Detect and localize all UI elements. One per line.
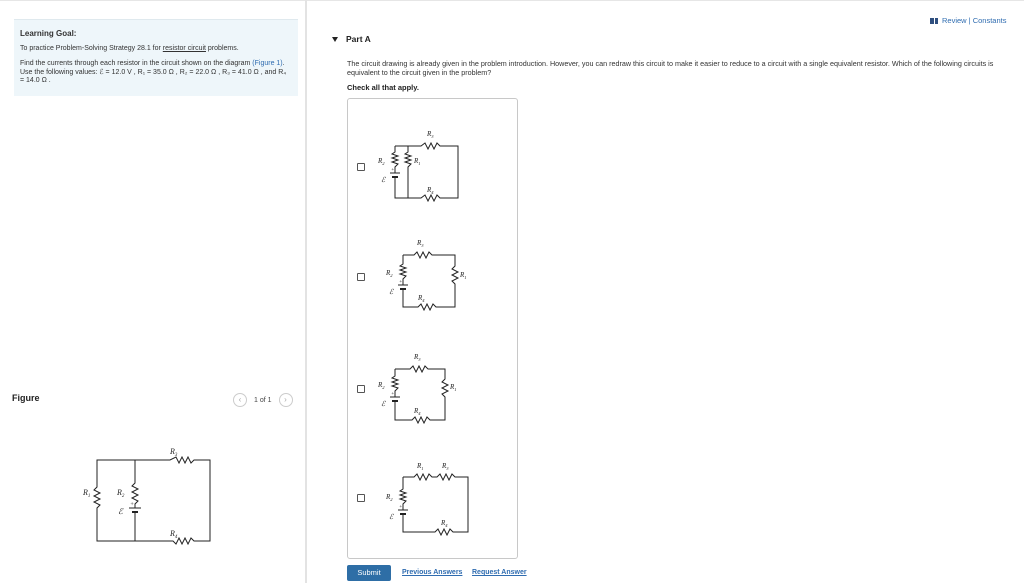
previous-answers-link[interactable]: Previous Answers bbox=[402, 569, 463, 576]
opt3-r3-label: $R_3$ bbox=[414, 353, 421, 362]
figure-page-count: 1 of 1 bbox=[254, 396, 272, 404]
opt3-plus-label: + bbox=[391, 392, 395, 397]
learning-goal-instructions bbox=[20, 60, 292, 86]
fig-emf-label: ℰ bbox=[118, 507, 123, 516]
opt1-r4-label: $R_4$ bbox=[427, 186, 434, 195]
values-text: . Use the following values: ℰ = 12.0 V , R₁ = 35.0 Ω , R₂ = 22.0 Ω , R₃ = 41.0 Ω , and R₄ = 14.0 Ω . bbox=[20, 60, 287, 85]
learning-goal-box bbox=[14, 19, 298, 96]
review-icon bbox=[930, 18, 938, 24]
opt2-r2-label: $R_2$ bbox=[386, 269, 393, 278]
left-pane bbox=[0, 0, 305, 583]
option-3-circuit bbox=[348, 341, 517, 451]
opt2-r3-label: $R_3$ bbox=[417, 239, 424, 248]
review-constants-text[interactable]: Review | Constants bbox=[942, 16, 1007, 25]
fig-r4-label: $R_4$ bbox=[170, 529, 178, 540]
option-3[interactable] bbox=[348, 341, 517, 451]
option-4[interactable] bbox=[348, 451, 517, 558]
opt4-plus-label: + bbox=[399, 505, 403, 510]
opt3-r2-label: $R_2$ bbox=[378, 381, 385, 390]
review-constants-link[interactable] bbox=[930, 16, 1006, 25]
fig-plus-label: + bbox=[130, 502, 135, 508]
part-title: Part A bbox=[346, 34, 371, 44]
opt1-plus-label: + bbox=[391, 168, 395, 173]
opt4-r1-label: $R_1$ bbox=[417, 462, 424, 471]
instructions-text: Find the currents through each resistor in the circuit shown on the diagram bbox=[20, 60, 251, 67]
next-figure-button[interactable]: › bbox=[279, 393, 293, 407]
opt1-r3-label: $R_3$ bbox=[427, 130, 434, 139]
question-text: The circuit drawing is already given in the problem introduction. However, you can redraw this circuit to make it easier to reduce to a circuit with a single equivalent resistor. Which of the following circuits is equivalent to the circuit given in the problem? bbox=[347, 59, 994, 77]
opt2-r4-label: $R_4$ bbox=[418, 294, 425, 303]
fig-r1-label: $R_1$ bbox=[83, 488, 91, 499]
intro-text: To practice Problem-Solving Strategy 28.1 for bbox=[20, 45, 163, 52]
part-a-header[interactable] bbox=[332, 34, 371, 44]
collapse-triangle-icon[interactable] bbox=[332, 37, 338, 42]
check-all-instruction: Check all that apply. bbox=[347, 83, 419, 92]
request-answer-link[interactable]: Request Answer bbox=[472, 569, 527, 576]
figure-label: Figure bbox=[12, 393, 40, 403]
learning-goal-title: Learning Goal: bbox=[20, 29, 77, 38]
intro-suffix: problems. bbox=[205, 45, 239, 52]
opt4-r2-label: $R_2$ bbox=[386, 493, 393, 502]
fig-r3-label: $R_3$ bbox=[170, 447, 178, 458]
learning-goal-intro bbox=[20, 45, 239, 52]
submit-button[interactable]: Submit bbox=[347, 565, 391, 581]
option-2-circuit bbox=[348, 231, 517, 341]
option-1-circuit bbox=[348, 121, 517, 231]
opt2-emf-label: ℰ bbox=[389, 288, 394, 296]
pane-divider[interactable] bbox=[305, 0, 307, 583]
answer-options bbox=[347, 98, 518, 559]
opt3-r1-label: $R_1$ bbox=[450, 383, 457, 392]
opt3-emf-label: ℰ bbox=[381, 400, 386, 408]
opt1-r2-label: $R_2$ bbox=[378, 157, 385, 166]
figure-pager bbox=[233, 393, 293, 407]
fig-r2-label: $R_2$ bbox=[117, 488, 125, 499]
opt4-emf-label: ℰ bbox=[389, 513, 394, 521]
opt1-r1-label: $R_1$ bbox=[414, 157, 421, 166]
opt4-r4-label: $R_4$ bbox=[441, 519, 448, 528]
opt1-emf-label: ℰ bbox=[381, 176, 386, 184]
opt3-r4-label: $R_4$ bbox=[414, 407, 421, 416]
figure-link[interactable]: (Figure 1) bbox=[252, 60, 283, 67]
opt2-r1-label: $R_1$ bbox=[460, 271, 467, 280]
opt2-plus-label: + bbox=[399, 280, 403, 285]
circuit-figure bbox=[80, 445, 220, 550]
prev-figure-button[interactable]: ‹ bbox=[233, 393, 247, 407]
opt4-r3-label: $R_3$ bbox=[442, 462, 449, 471]
option-1[interactable] bbox=[348, 121, 517, 231]
option-2[interactable] bbox=[348, 231, 517, 341]
resistor-circuit-link[interactable]: resistor circuit bbox=[162, 45, 206, 52]
option-4-circuit bbox=[348, 451, 517, 558]
